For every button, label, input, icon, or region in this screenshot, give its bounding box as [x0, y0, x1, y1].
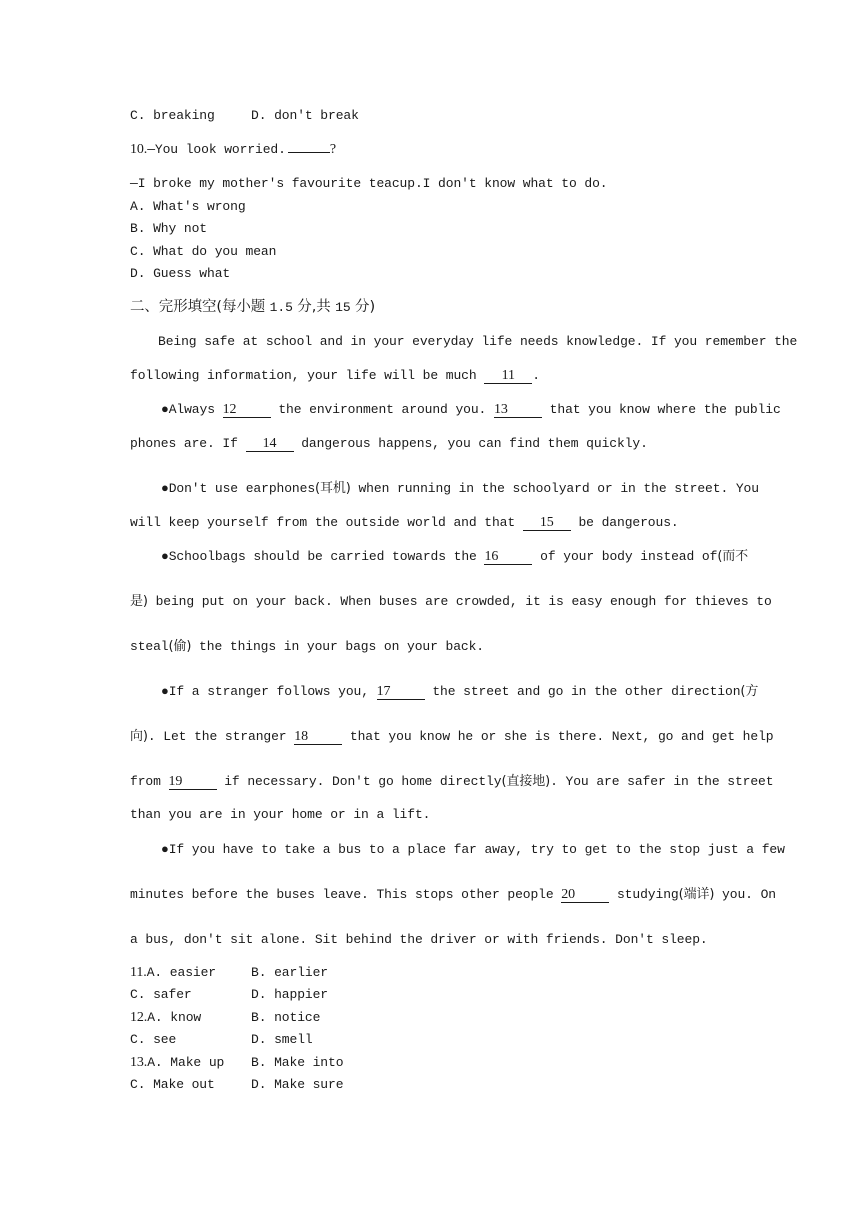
blank-19: 19 — [169, 774, 217, 790]
passage-text: if necessary. Don't go home directly — [224, 774, 502, 789]
option-d: D. Make sure — [251, 1077, 344, 1092]
q9-option-c: C. breaking — [130, 108, 215, 123]
section-points: 1.5 — [269, 300, 293, 315]
chinese-gloss: (而不 — [717, 549, 749, 564]
blank-13: 13 — [494, 402, 542, 418]
question-number: 12. — [130, 1010, 148, 1025]
passage-text: of your body instead of — [540, 549, 718, 564]
chinese-gloss: 是) — [130, 594, 148, 609]
section-title-part: 分,共 — [297, 299, 331, 315]
passage-line: a bus, don't sit alone. Sit behind the driver or with friends. Don't sleep. — [130, 932, 708, 947]
option-d: D. happier — [251, 987, 329, 1002]
passage-text: that you know he or she is there. Next, go and get help — [349, 729, 774, 744]
passage-text: that you know where the public — [549, 402, 781, 417]
passage-text: ●Schoolbags should be carried towards the — [161, 549, 477, 564]
passage-line — [130, 594, 772, 610]
q11-options-ab — [130, 965, 732, 981]
passage-text: phones are. If — [130, 436, 238, 451]
q13-options-cd — [130, 1077, 732, 1093]
question-number: 11. — [130, 965, 147, 980]
passage-line — [130, 436, 732, 452]
chinese-gloss: (耳机) — [315, 481, 351, 496]
q10-prompt-text: —You look worried. — [147, 142, 286, 157]
option-b: B. Make into — [251, 1055, 344, 1070]
q10-option-b: B. Why not — [130, 221, 208, 236]
q9-options-row — [130, 108, 732, 124]
passage-text: . You are safer in the street — [550, 774, 774, 789]
passage-line — [130, 515, 732, 531]
passage-text: ●If a stranger follows you, — [161, 684, 369, 699]
passage-line: ●If you have to take a bus to a place far away, try to get to the stop just a few — [161, 842, 785, 857]
section-title-part: 分) — [355, 299, 376, 315]
q10-prompt — [130, 142, 732, 158]
passage-line: than you are in your home or in a lift. — [130, 807, 431, 822]
answer-blank — [288, 152, 330, 153]
passage-line — [161, 684, 759, 700]
q10-option-a: A. What's wrong — [130, 199, 246, 214]
passage-text: ●Don't use earphones — [161, 481, 316, 496]
passage-line — [161, 481, 759, 497]
q10-question-mark: ? — [329, 142, 336, 157]
section-heading — [130, 299, 732, 316]
chinese-gloss: (方 — [740, 684, 759, 699]
passage-text: steal — [130, 639, 169, 654]
passage-text: the street and go in the other direction — [432, 684, 741, 699]
passage-line — [161, 402, 781, 418]
passage-text: the environment around you. — [278, 402, 487, 417]
blank-15: 15 — [523, 515, 571, 531]
passage-text: following information, your life will be much — [130, 368, 477, 383]
option-b: B. notice — [251, 1010, 321, 1025]
blank-11: 11 — [484, 368, 532, 384]
passage-text: from — [130, 774, 161, 789]
blank-12: 12 — [223, 402, 271, 418]
option-c: C. Make out — [130, 1077, 215, 1092]
blank-17: 17 — [377, 684, 425, 700]
passage-text: will keep yourself from the outside world and that — [130, 515, 516, 530]
blank-18: 18 — [294, 729, 342, 745]
blank-20: 20 — [561, 887, 609, 903]
passage-text: ●Always — [161, 402, 215, 417]
passage-line — [130, 368, 732, 384]
q10-option-c: C. What do you mean — [130, 244, 277, 259]
passage-text: . — [532, 368, 540, 383]
q9-option-d: D. don't break — [251, 108, 359, 123]
passage-line — [130, 887, 776, 903]
section-title-part: 二、完形填空(每小题 — [130, 299, 266, 315]
passage-line — [130, 639, 732, 655]
passage-line — [130, 774, 774, 790]
q12-options-ab — [130, 1010, 732, 1026]
chinese-gloss: (偷) — [168, 639, 192, 654]
q13-options-ab — [130, 1055, 732, 1071]
chinese-gloss: (直接地) — [501, 774, 551, 789]
passage-text: being put on your back. When buses are crowded, it is easy enough for thieves to — [147, 594, 772, 609]
passage-text: . Let the stranger — [147, 729, 287, 744]
option-d: D. smell — [251, 1032, 313, 1047]
option-a: A. know — [147, 1010, 202, 1025]
q10-response: —I broke my mother's favourite teacup.I don't know what to do. — [130, 176, 608, 191]
q10-option-d: D. Guess what — [130, 266, 231, 281]
passage-text: you. On — [714, 887, 776, 902]
q11-options-cd — [130, 987, 732, 1003]
blank-16: 16 — [484, 549, 532, 565]
chinese-gloss: 向) — [130, 729, 148, 744]
passage-text: dangerous happens, you can find them quickly. — [301, 436, 648, 451]
passage-line: Being safe at school and in your everyday life needs knowledge. If you remember the — [158, 334, 798, 349]
passage-text: when running in the schoolyard or in the street. You — [350, 481, 759, 496]
chinese-gloss: (端详) — [678, 887, 715, 902]
option-a: A. Make up — [147, 1055, 225, 1070]
section-total: 15 — [335, 300, 351, 315]
passage-text: the things in your bags on your back. — [191, 639, 485, 654]
option-b: B. earlier — [251, 965, 329, 980]
question-number: 13. — [130, 1055, 148, 1070]
passage-line — [161, 549, 749, 565]
option-a: A. easier — [146, 965, 216, 980]
passage-text: studying — [616, 887, 679, 902]
question-number: 10. — [130, 142, 148, 157]
blank-14: 14 — [246, 436, 294, 452]
passage-line — [130, 729, 774, 745]
passage-text: minutes before the buses leave. This stops other people — [130, 887, 554, 902]
option-c: C. safer — [130, 987, 192, 1002]
option-c: C. see — [130, 1032, 177, 1047]
q12-options-cd — [130, 1032, 732, 1048]
passage-text: be dangerous. — [578, 515, 679, 530]
